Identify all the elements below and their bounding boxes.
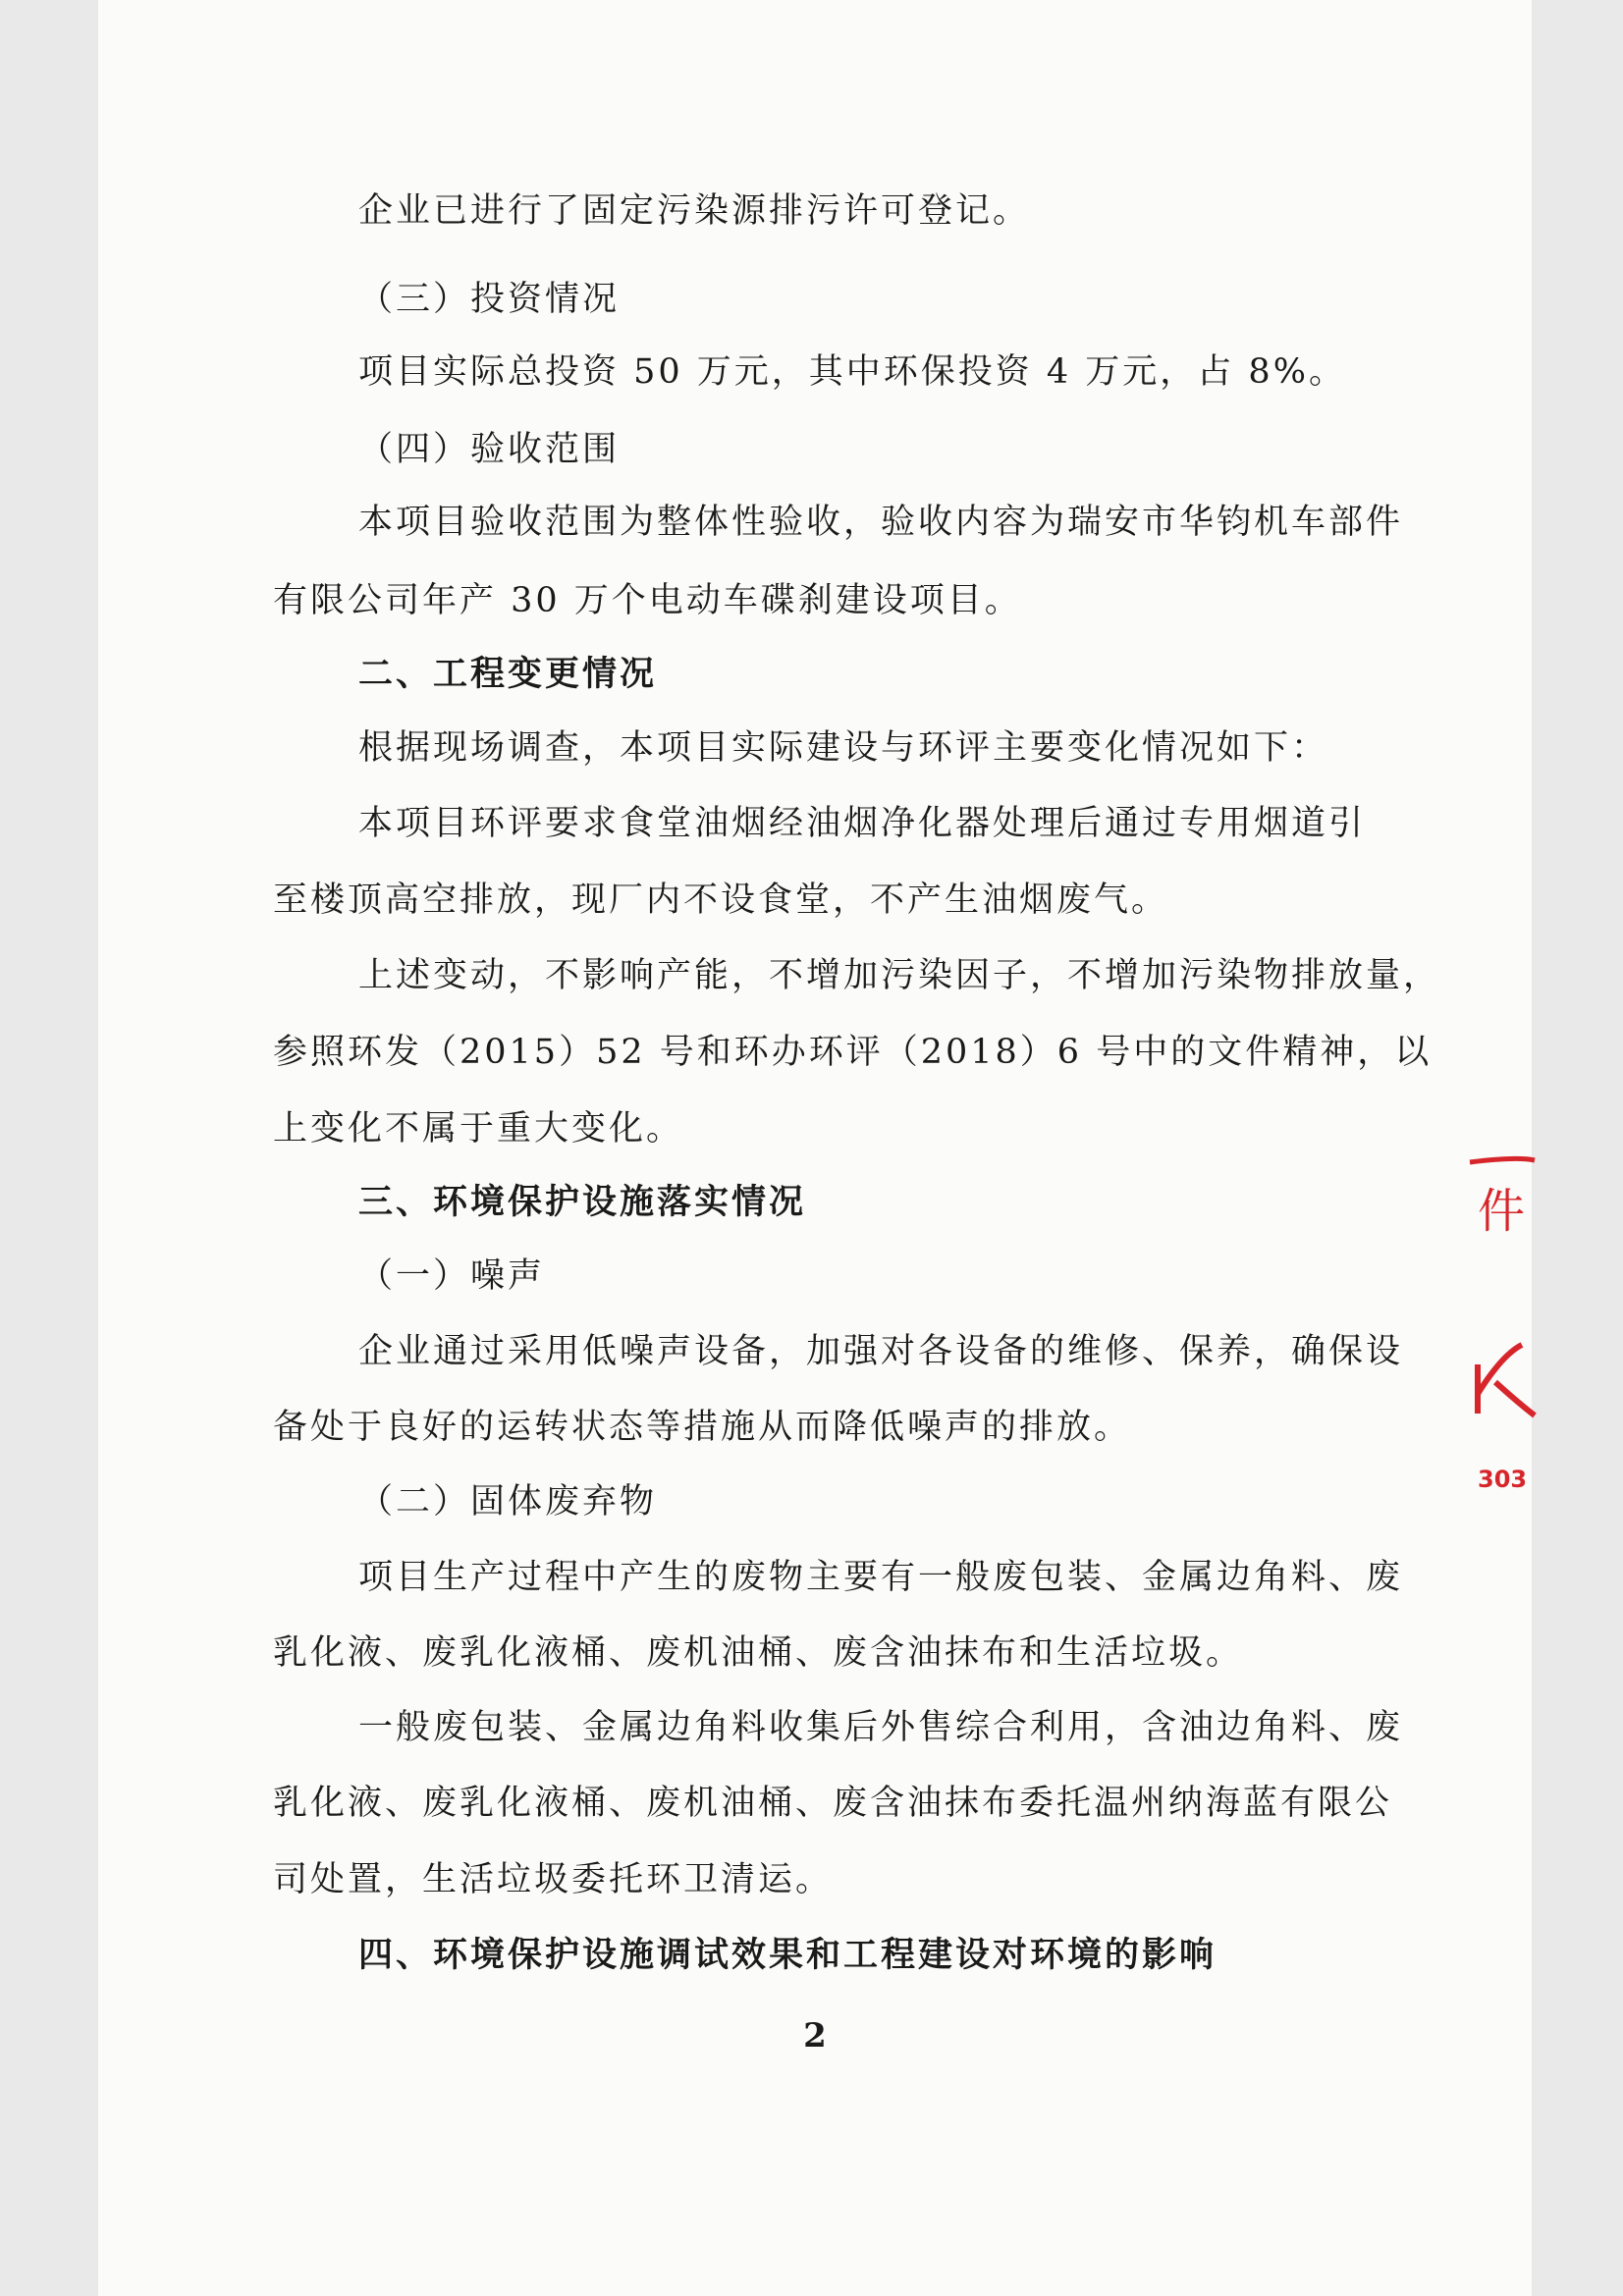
paragraph-line: 企业通过采用低噪声设备，加强对各设备的维修、保养，确保设 <box>358 1332 1404 1371</box>
paragraph-line: 一般废包装、金属边角料收集后外售综合利用，含油边角料、废 <box>358 1708 1404 1747</box>
paragraph-line: 至楼顶高空排放，现厂内不设食堂，不产生油烟废气。 <box>273 881 1169 920</box>
stamp-text: 件 <box>1478 1184 1526 1239</box>
paragraph-line: 根据现场调查，本项目实际建设与环评主要变化情况如下： <box>358 728 1329 768</box>
stamp-code: 303 <box>1478 1466 1528 1493</box>
stamp-mark <box>1478 1345 1535 1415</box>
chapter-heading: 四、环境保护设施调试效果和工程建设对环境的影响 <box>358 1935 1217 1975</box>
paragraph-line: 有限公司年产 30 万个电动车碟刹建设项目。 <box>273 581 1022 620</box>
paragraph-line: 企业已进行了固定污染源排污许可登记。 <box>358 191 1031 231</box>
paragraph-line: 备处于良好的运转状态等措施从而降低噪声的排放。 <box>273 1408 1132 1447</box>
paragraph-line: 乳化液、废乳化液桶、废机油桶、废含油抹布委托温州纳海蓝有限公 <box>273 1784 1393 1823</box>
paragraph-line: 乳化液、废乳化液桶、废机油桶、废含油抹布和生活垃圾。 <box>273 1633 1244 1673</box>
paragraph-line: 上述变动，不影响产能，不增加污染因子，不增加污染物排放量， <box>358 956 1441 995</box>
paragraph-line: 上变化不属于重大变化。 <box>273 1109 684 1148</box>
paragraph-line: 司处置，生活垃圾委托环卫清运。 <box>273 1860 834 1899</box>
section-heading: （二）固体废弃物 <box>358 1482 658 1522</box>
chapter-heading: 二、工程变更情况 <box>358 654 658 694</box>
paragraph-line: 本项目验收范围为整体性验收，验收内容为瑞安市华钧机车部件 <box>358 503 1404 542</box>
paragraph-line: 参照环发（2015）52 号和环办环评（2018）6 号中的文件精神，以 <box>273 1033 1433 1072</box>
section-heading: （四）验收范围 <box>358 430 621 469</box>
paragraph-line: 项目生产过程中产生的废物主要有一般废包装、金属边角料、废 <box>358 1558 1404 1597</box>
stamp-arc <box>1470 1158 1535 1162</box>
paragraph-line: 本项目环评要求食堂油烟经油烟净化器处理后通过专用烟道引 <box>358 804 1367 843</box>
paragraph-line: 项目实际总投资 50 万元，其中环保投资 4 万元，占 8%。 <box>358 352 1346 392</box>
page-number: 2 <box>803 2016 827 2056</box>
chapter-heading: 三、环境保护设施落实情况 <box>358 1182 807 1222</box>
seal-stamp-icon <box>1448 1148 1537 1502</box>
document-page <box>98 0 1532 2296</box>
section-heading: （一）噪声 <box>358 1256 546 1296</box>
section-heading: （三）投资情况 <box>358 280 621 319</box>
